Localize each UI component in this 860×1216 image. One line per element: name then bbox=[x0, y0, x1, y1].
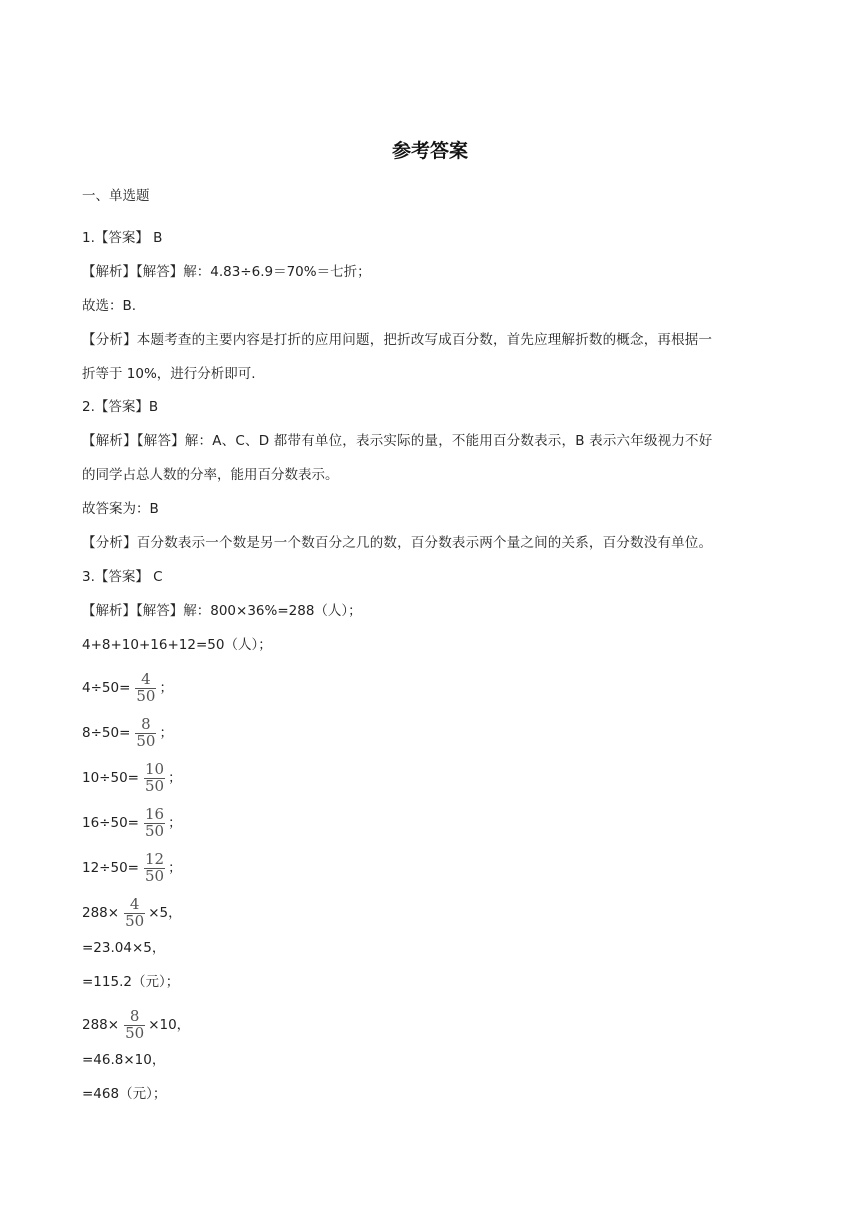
division-suffix: ； bbox=[168, 770, 182, 786]
fraction-denominator: 50 bbox=[136, 687, 156, 705]
q2-conclusion: 故答案为：B bbox=[82, 501, 159, 517]
q1-answer: 1.【答案】 B bbox=[82, 230, 163, 246]
division-suffix: ； bbox=[159, 725, 173, 741]
q3-division-row bbox=[82, 762, 182, 794]
q3-calc1-result: =115.2（元）； bbox=[82, 974, 180, 990]
q3-calc2 bbox=[82, 1009, 190, 1041]
fraction-denominator: 50 bbox=[136, 732, 156, 750]
fraction bbox=[124, 897, 145, 929]
q3-calc2-result: =468（元）； bbox=[82, 1086, 167, 1102]
fraction bbox=[135, 672, 156, 704]
q3-calc2-step: =46.8×10， bbox=[82, 1052, 166, 1068]
calc-prefix: 288× bbox=[82, 1017, 120, 1033]
section-heading: 一、单选题 bbox=[82, 188, 150, 204]
calc-suffix: ×5， bbox=[148, 905, 182, 921]
fraction-denominator: 50 bbox=[125, 912, 145, 930]
fraction-denominator: 50 bbox=[144, 822, 165, 840]
division-suffix: ； bbox=[168, 815, 182, 831]
q3-analysis: 【解析】【解答】解：800×36%=288（人）； bbox=[82, 603, 362, 619]
q3-division-row bbox=[82, 852, 182, 884]
division-prefix: 4÷50= bbox=[82, 680, 131, 696]
fraction-denominator: 50 bbox=[125, 1024, 145, 1042]
division-prefix: 12÷50= bbox=[82, 860, 139, 876]
q3-answer: 3.【答案】 C bbox=[82, 569, 163, 585]
q2-note: 【分析】百分数表示一个数是另一个数百分之几的数，百分数表示两个量之间的关系，百分数没有单位。 bbox=[82, 535, 713, 551]
q2-analysis-line1: 【解析】【解答】解：A、C、D 都带有单位，表示实际的量，不能用百分数表示，B 表示六年级视力不好 bbox=[82, 433, 713, 449]
division-prefix: 10÷50= bbox=[82, 770, 139, 786]
fraction-numerator: 8 bbox=[129, 1007, 140, 1025]
q2-analysis-line2: 的同学占总人数的分率，能用百分数表示。 bbox=[82, 467, 339, 483]
fraction-numerator: 16 bbox=[144, 805, 165, 823]
fraction-numerator: 4 bbox=[141, 670, 151, 688]
q2-answer: 2.【答案】B bbox=[82, 399, 159, 415]
fraction bbox=[144, 762, 165, 794]
q1-analysis: 【解析】【解答】解：4.83÷6.9＝70%＝七折； bbox=[82, 264, 371, 280]
q3-division-row bbox=[82, 672, 173, 704]
fraction bbox=[144, 852, 165, 884]
q1-note-line2: 折等于 10%，进行分析即可. bbox=[82, 366, 256, 382]
fraction-numerator: 10 bbox=[144, 760, 165, 778]
fraction bbox=[135, 717, 156, 749]
division-prefix: 16÷50= bbox=[82, 815, 139, 831]
fraction-numerator: 8 bbox=[141, 715, 151, 733]
calc-prefix: 288× bbox=[82, 905, 120, 921]
q1-note-line1: 【分析】本题考查的主要内容是打折的应用问题，把折改写成百分数，首先应理解折数的概念，再根据一 bbox=[82, 332, 713, 348]
fraction-numerator: 4 bbox=[129, 895, 140, 913]
q1-conclusion: 故选：B. bbox=[82, 298, 137, 314]
q3-sum: 4+8+10+16+12=50（人）； bbox=[82, 637, 272, 653]
page-title: 参考答案 bbox=[391, 140, 468, 162]
division-suffix: ； bbox=[168, 860, 182, 876]
division-prefix: 8÷50= bbox=[82, 725, 131, 741]
fraction bbox=[124, 1009, 145, 1041]
q3-division-row bbox=[82, 717, 173, 749]
division-suffix: ； bbox=[159, 680, 173, 696]
fraction-denominator: 50 bbox=[144, 777, 165, 795]
fraction bbox=[144, 807, 165, 839]
q3-division-row bbox=[82, 807, 182, 839]
q3-calc1-step: =23.04×5， bbox=[82, 940, 166, 956]
calc-suffix: ×10， bbox=[148, 1017, 191, 1033]
fraction-denominator: 50 bbox=[144, 867, 165, 885]
fraction-numerator: 12 bbox=[144, 850, 165, 868]
q3-calc1 bbox=[82, 897, 182, 929]
